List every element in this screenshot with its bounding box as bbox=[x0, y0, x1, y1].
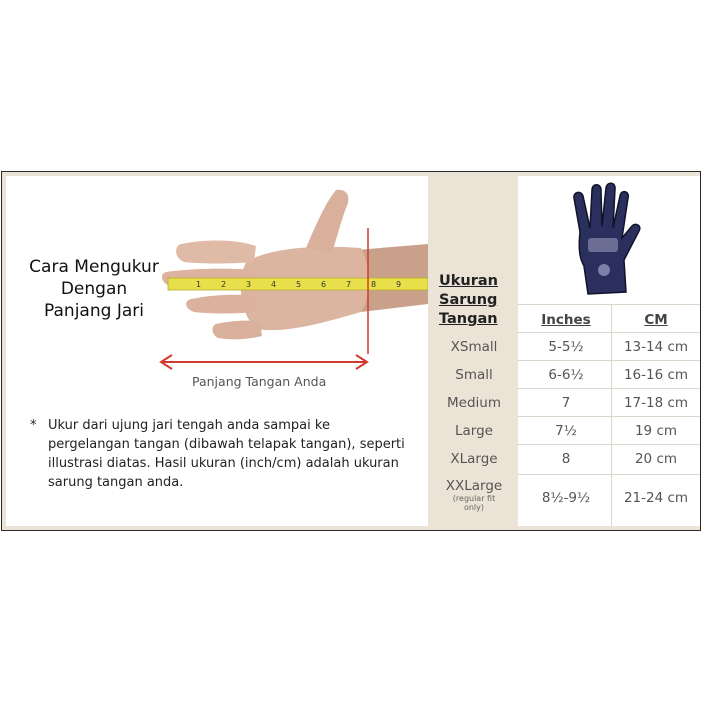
glove-logo bbox=[598, 264, 610, 276]
size-table-heading bbox=[439, 272, 519, 329]
guide-title-line: Dengan bbox=[60, 279, 128, 299]
size-small: Small bbox=[455, 367, 493, 383]
fit-note-line: only) bbox=[463, 503, 485, 512]
glove-knuckle-pad bbox=[588, 238, 618, 252]
tape-number: 4 bbox=[271, 280, 277, 289]
row-divider bbox=[518, 474, 700, 475]
size-large: Large bbox=[455, 423, 493, 439]
inches-xlarge: 8 bbox=[561, 451, 571, 467]
thumb-shape bbox=[306, 190, 348, 252]
inches-medium: 7 bbox=[561, 395, 571, 411]
cm-xxlarge: 21-24 cm bbox=[623, 490, 689, 506]
cm-xlarge: 20 cm bbox=[634, 451, 678, 467]
heading-line: Tangan bbox=[439, 311, 498, 327]
cm-small: 16-16 cm bbox=[623, 367, 689, 383]
guide-title bbox=[20, 256, 168, 322]
cm-xsmall: 13-14 cm bbox=[623, 339, 689, 355]
inches-small: 6-6½ bbox=[548, 367, 584, 383]
inches-xxlarge: 8½-9½ bbox=[541, 490, 591, 506]
finger-shape bbox=[212, 321, 262, 340]
hand-length-label: Panjang Tangan Anda bbox=[192, 374, 327, 389]
heading-line: Ukuran bbox=[439, 273, 498, 289]
measurement-note bbox=[30, 416, 415, 492]
row-divider bbox=[518, 388, 700, 389]
tape-number: 7 bbox=[346, 280, 352, 289]
note-asterisk: * bbox=[30, 418, 37, 433]
glove-icon bbox=[566, 180, 648, 298]
row-divider bbox=[518, 332, 700, 333]
tape-number: 5 bbox=[296, 280, 302, 289]
fit-note-line: (regular fit bbox=[452, 494, 496, 503]
row-divider bbox=[518, 360, 700, 361]
column-header-inches: Inches bbox=[541, 312, 591, 328]
heading-line: Sarung bbox=[439, 292, 498, 308]
size-medium: Medium bbox=[447, 395, 501, 411]
tape-number: 8 bbox=[371, 280, 377, 289]
measurement-guide-panel bbox=[6, 176, 428, 526]
size-xlarge: XLarge bbox=[450, 451, 498, 467]
cm-medium: 17-18 cm bbox=[623, 395, 689, 411]
finger-shape bbox=[176, 240, 256, 263]
size-xsmall: XSmall bbox=[450, 339, 498, 355]
inches-xsmall: 5-5½ bbox=[548, 339, 584, 355]
cm-large: 19 cm bbox=[634, 423, 678, 439]
tape-number: 3 bbox=[246, 280, 252, 289]
finger-shape bbox=[186, 295, 258, 314]
tape-number: 1 bbox=[196, 280, 202, 289]
column-header-cm: CM bbox=[644, 312, 668, 328]
row-divider bbox=[518, 444, 700, 445]
tape-number: 6 bbox=[321, 280, 327, 289]
tape-number: 9 bbox=[396, 280, 402, 289]
length-arrow bbox=[158, 354, 370, 370]
guide-title-line: Panjang Jari bbox=[44, 301, 144, 321]
hand-with-tape-illustration bbox=[156, 184, 428, 354]
size-xxlarge-label: XXLarge bbox=[445, 478, 503, 494]
guide-title-line: Cara Mengukur bbox=[29, 257, 159, 277]
size-xxlarge bbox=[434, 478, 514, 512]
note-text: Ukur dari ujung jari tengah anda sampai ke pergelangan tangan (dibawah telapak tangan), seperti illustrasi diatas. Hasil ukuran (inch/cm) adalah ukuran sarung tangan anda. bbox=[48, 418, 405, 490]
tape-number: 2 bbox=[221, 280, 227, 289]
row-divider bbox=[518, 416, 700, 417]
size-guide-frame bbox=[1, 171, 701, 531]
row-divider bbox=[518, 304, 700, 305]
inches-large: 7½ bbox=[555, 423, 577, 439]
